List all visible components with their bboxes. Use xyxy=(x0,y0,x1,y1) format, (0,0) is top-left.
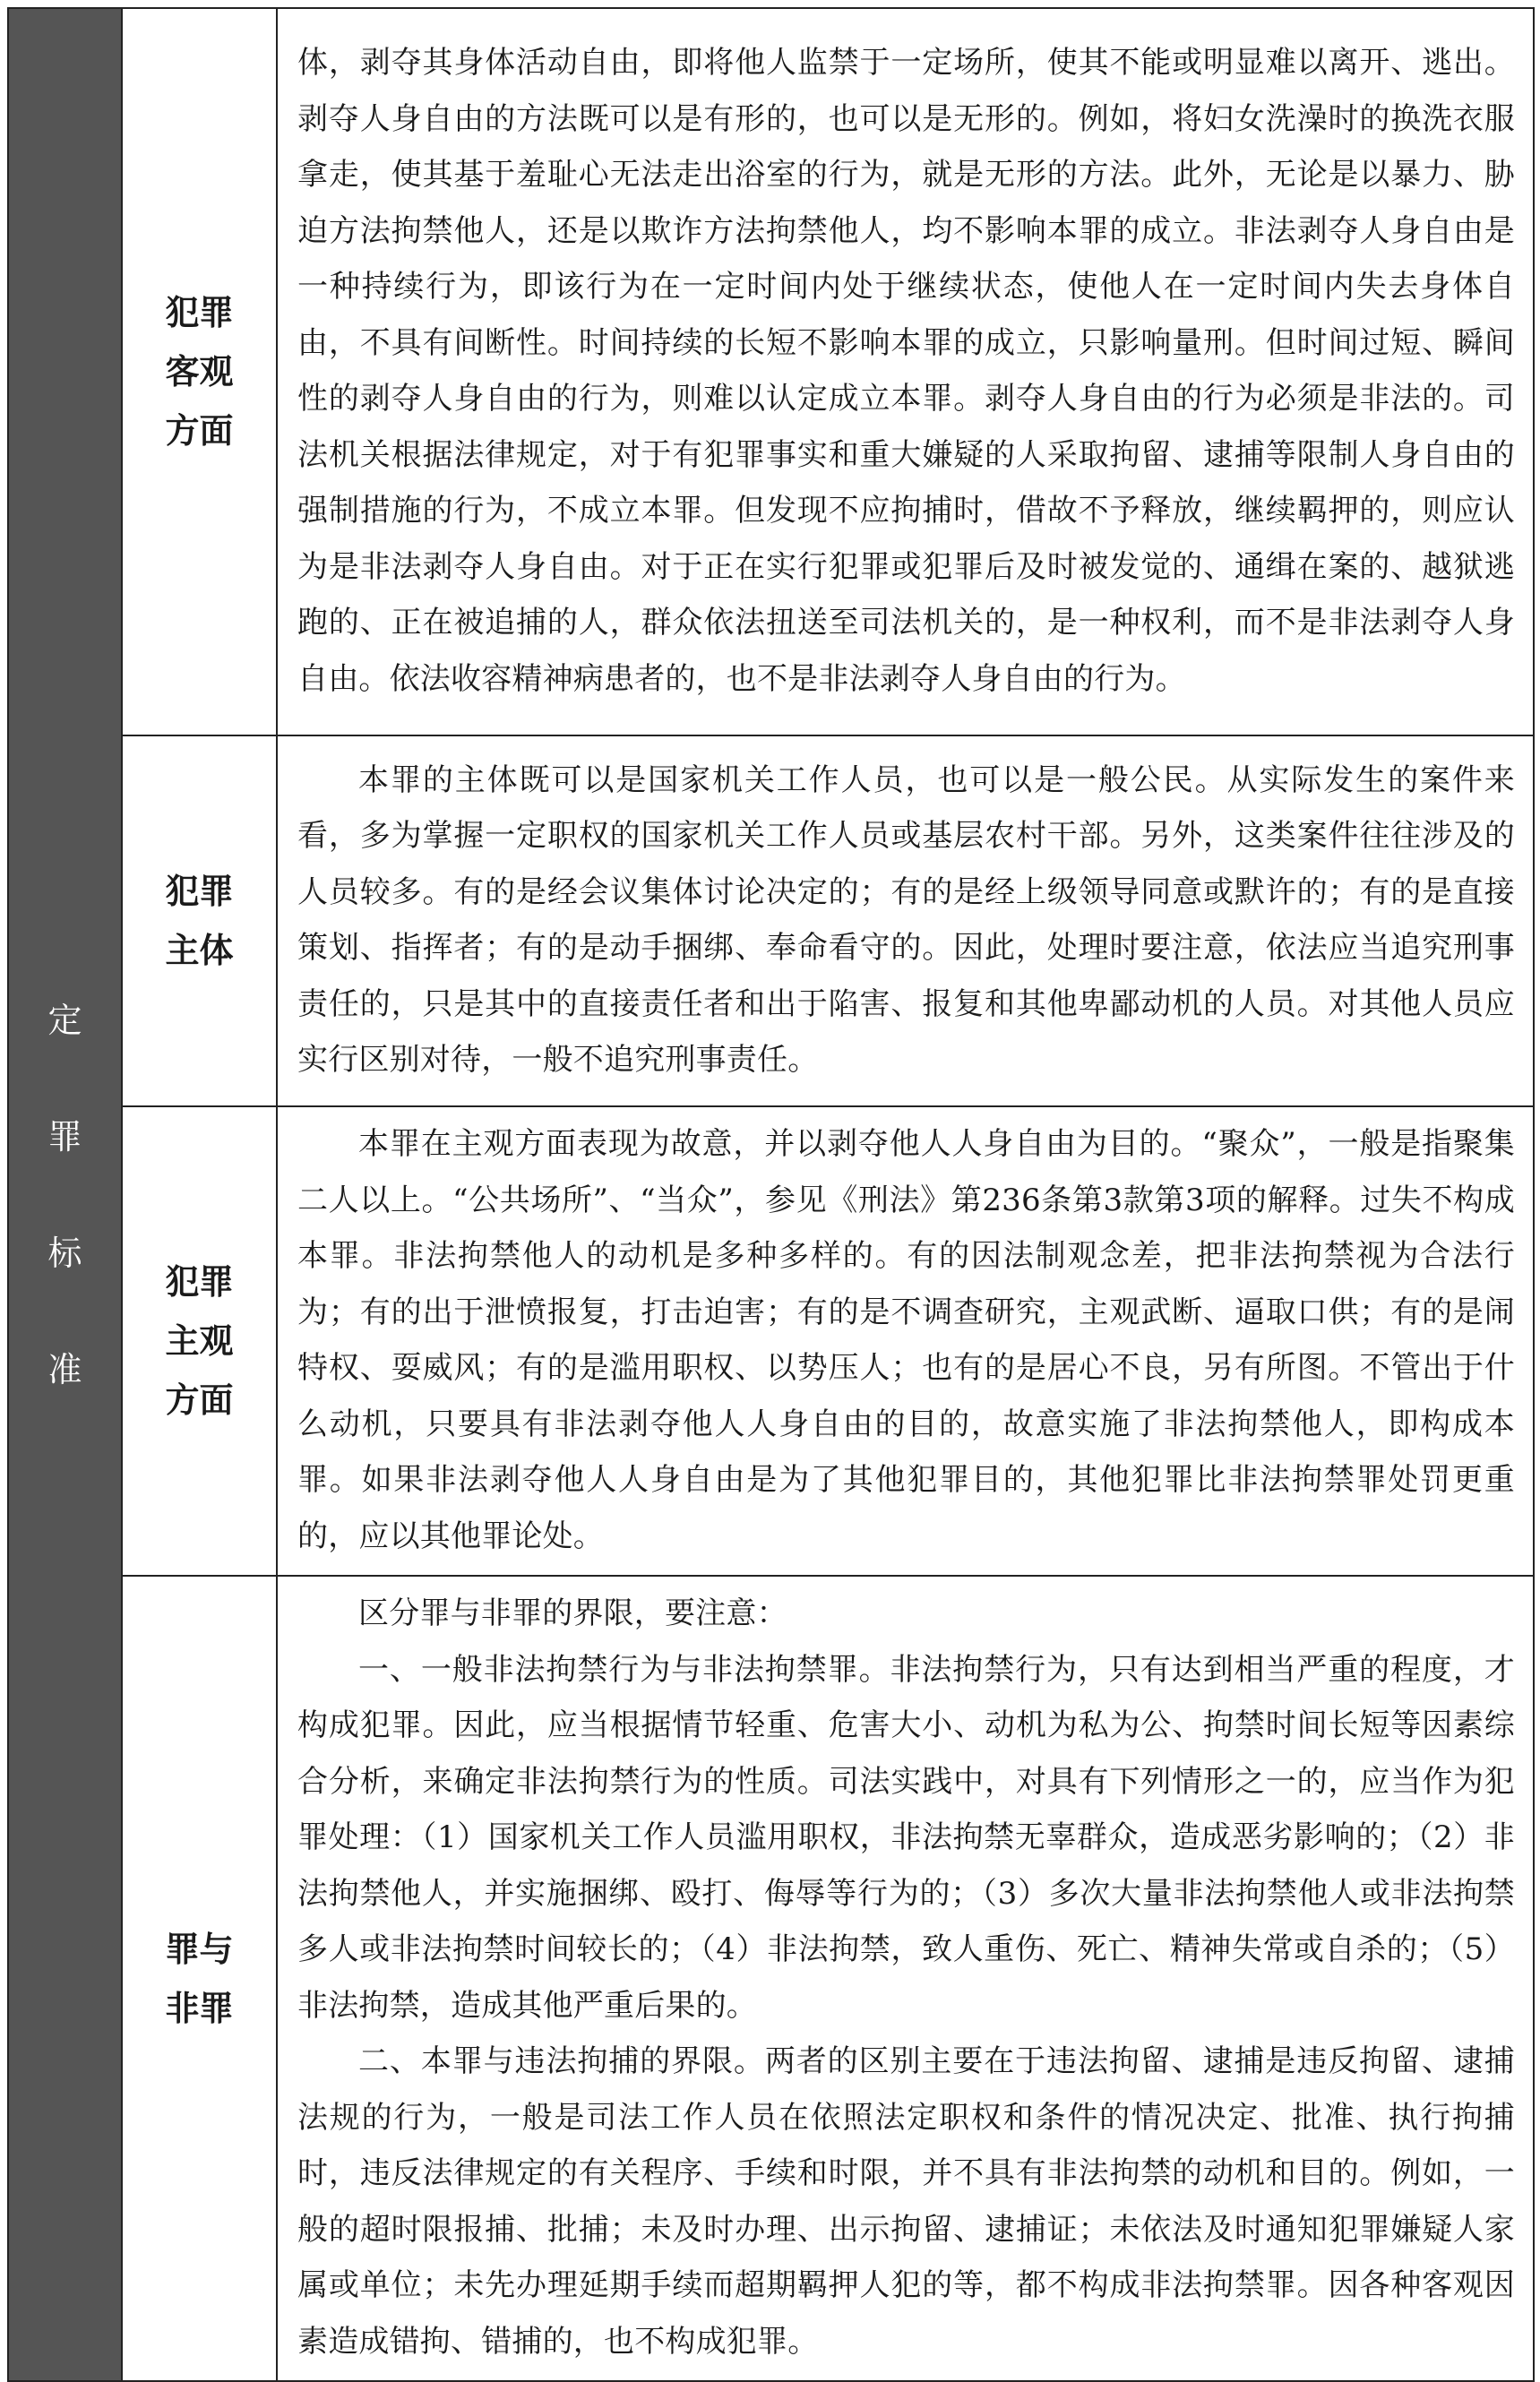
row-content-cell xyxy=(277,8,1534,735)
row-content-cell xyxy=(277,1576,1534,2381)
paragraph: 本罪的主体既可以是国家机关工作人员，也可以是一般公民。从实际发生的案件来看，多为掌握一定职权的国家机关工作人员或基层农村干部。另外，这类案件往往涉及的人员较多。有的是经会议集体讨论决定的；有的是经上级领导同意或默许的；有的是直接策划、指挥者；有的是动手捆绑、奉命看守的。因此，处理时要注意，依法应当追究刑事责任的，只是其中的直接责任者和出于陷害、报复和其他卑鄙动机的人员。对其他人员应实行区别对待，一般不追究刑事责任。 xyxy=(297,761,1515,1078)
category-cell xyxy=(8,8,122,2381)
category-label xyxy=(47,962,82,1428)
category-char: 准 xyxy=(47,1349,82,1389)
row-subjective-aspect xyxy=(8,1106,1534,1576)
paragraph: 体，剥夺其身体活动自由，即将他人监禁于一定场所，使其不能或明显难以离开、逃出。剥夺人身自由的方法既可以是有形的，也可以是无形的。例如，将妇女洗澡时的换洗衣服拿走，使其基于羞耻心无法走出浴室的行为，就是无形的方法。此外，无论是以暴力、胁迫方法拘禁他人，还是以欺诈方法拘禁他人，均不影响本罪的成立。非法剥夺人身自由是一种持续行为，即该行为在一定时间内处于继续状态，使他人在一定时间内失去身体自由，不具有间断性。时间持续的长短不影响本罪的成立，只影响量刑。但时间过短、瞬间性的剥夺人身自由的行为，则难以认定成立本罪。剥夺人身自由的行为必须是非法的。司法机关根据法律规定，对于有犯罪事实和重大嫌疑的人采取拘留、逮捕等限制人身自由的强制措施的行为，不成立本罪。但发现不应拘捕时，借故不予释放，继续羁押的，则应认为是非法剥夺人身自由。对于正在实行犯罪或犯罪后及时被发觉的、通缉在案的、越狱逃跑的、正在被追捕的人，群众依法扭送至司法机关的，是一种权利，而不是非法剥夺人身自由。依法收容精神病患者的，也不是非法剥夺人身自由的行为。 xyxy=(297,45,1515,697)
row-label: 犯罪 客观 方面 xyxy=(165,293,234,451)
row-label: 犯罪 主体 xyxy=(165,872,234,970)
row-label: 犯罪 主观 方面 xyxy=(165,1262,234,1420)
paragraph: 区分罪与非罪的界限，要注意： xyxy=(358,1595,787,1631)
category-char: 定 xyxy=(47,1000,82,1040)
row-content-cell xyxy=(277,1106,1534,1576)
row-objective-aspect xyxy=(8,8,1534,735)
row-label-cell xyxy=(122,735,277,1106)
row-subject xyxy=(8,735,1534,1106)
category-char: 标 xyxy=(47,1233,82,1273)
paragraph: 本罪在主观方面表现为故意，并以剥夺他人人身自由为目的。“聚众”，一般是指聚集二人以上。“公共场所”、“当众”，参见《刑法》第236条第3款第3项的解释。过失不构成本罪。非法拘禁他人的动机是多种多样的。有的因法制观念差，把非法拘禁视为合法行为；有的出于泄愤报复，打击迫害；有的是不调查研究，主观武断、逼取口供；有的是闹特权、耍威风；有的是滥用职权、以势压人；也有的是居心不良，另有所图。不管出于什么动机，只要具有非法剥夺他人人身自由的目的，故意实施了非法拘禁他人，即构成本罪。如果非法剥夺他人人身自由是为了其他犯罪目的，其他犯罪比非法拘禁罪处罚更重的，应以其他罪论处。 xyxy=(297,1126,1515,1554)
row-label-cell xyxy=(122,8,277,735)
paragraph: 二、本罪与违法拘捕的界限。两者的区别主要在于违法拘留、逮捕是违反拘留、逮捕法规的行为，一般是司法工作人员在依照法定职权和条件的情况决定、批准、执行拘捕时，违反法律规定的有关程序、手续和时限，并不具有非法拘禁的动机和目的。例如，一般的超时限报捕、批捕；未及时办理、出示拘留、逮捕证；未依法及时通知犯罪嫌疑人家属或单位；未先办理延期手续而超期羁押人犯的等，都不构成非法拘禁罪。因各种客观因素造成错拘、错捕的，也不构成犯罪。 xyxy=(297,2043,1515,2360)
row-crime-vs-noncrime xyxy=(8,1576,1534,2381)
category-char: 罪 xyxy=(47,1116,82,1157)
paragraph: 一、一般非法拘禁行为与非法拘禁罪。非法拘禁行为，只有达到相当严重的程度，才构成犯罪。因此，应当根据情节轻重、危害大小、动机为私为公、拘禁时间长短等因素综合分析，来确定非法拘禁行为的性质。司法实践中，对具有下列情形之一的，应当作为犯罪处理：（1）国家机关工作人员滥用职权，非法拘禁无辜群众，造成恶劣影响的；（2）非法拘禁他人，并实施捆绑、殴打、侮辱等行为的；（3）多次大量非法拘禁他人或非法拘禁多人或非法拘禁时间较长的；（4）非法拘禁，致人重伤、死亡、精神失常或自杀的；（5）非法拘禁，造成其他严重后果的。 xyxy=(297,1651,1515,2024)
row-label-cell xyxy=(122,1106,277,1576)
row-label: 罪与 非罪 xyxy=(165,1929,234,2028)
row-content-cell xyxy=(277,735,1534,1106)
row-label-cell xyxy=(122,1576,277,2381)
criteria-table xyxy=(7,7,1535,2382)
